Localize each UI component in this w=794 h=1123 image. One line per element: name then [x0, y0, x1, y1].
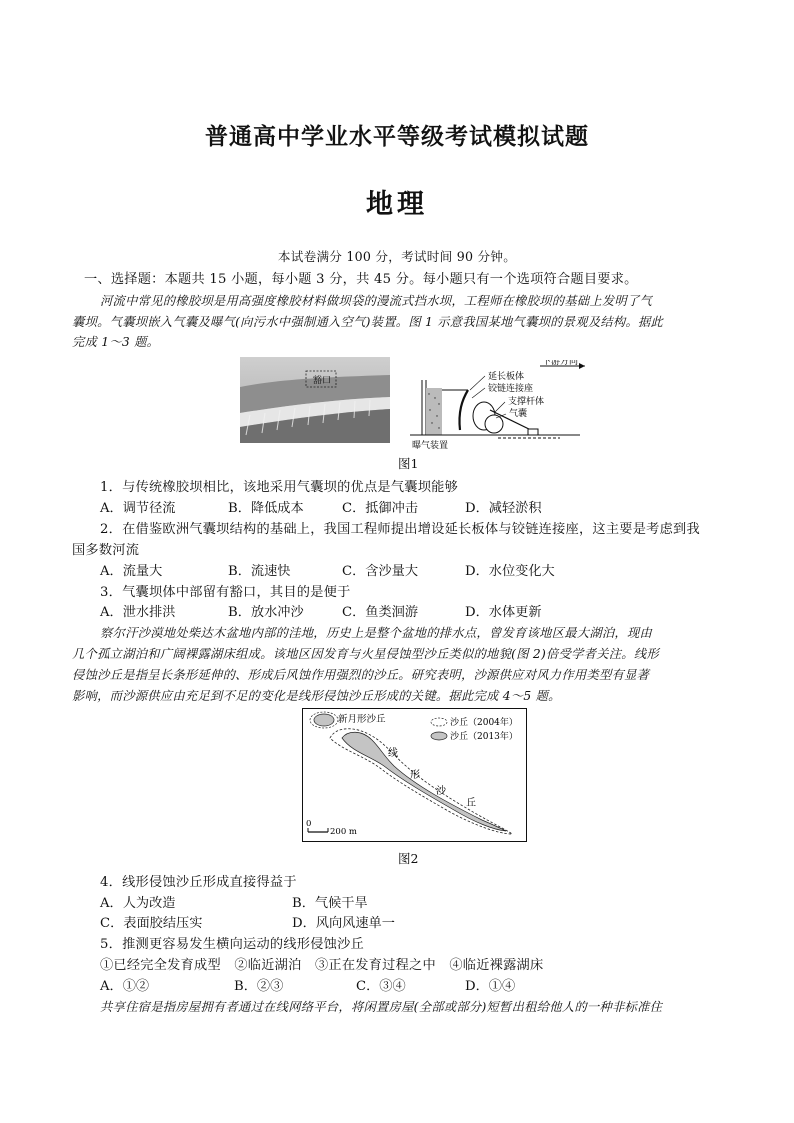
- q1-option-d[interactable]: D．减轻淤积: [465, 501, 542, 516]
- rod-label: 支撑杆体: [508, 397, 545, 407]
- q2-option-b[interactable]: B．流速快: [228, 564, 291, 579]
- q5-option-d[interactable]: D．①④: [465, 979, 516, 994]
- question-4-stem: 4．线形侵蚀沙丘形成直接得益于: [100, 875, 297, 890]
- linear-dune-char: 形: [410, 770, 420, 781]
- figure1-diagram: [410, 360, 595, 450]
- q1-option-c[interactable]: C．抵御冲击: [342, 501, 419, 516]
- question-1-stem: 1．与传统橡胶坝相比，该地采用气囊坝的优点是气囊坝能够: [100, 480, 459, 495]
- passage2-line: 几个孤立湖泊和广阔裸露湖床组成。该地区因发育与火星侵蚀型沙丘类似的地貌(图 2)倍受学者关注。线形: [72, 647, 659, 661]
- legend-2013-label: 沙丘（2013年）: [450, 732, 518, 742]
- passage2-line: 察尔汗沙漠地处柴达木盆地内部的洼地，历史上是整个盆地的排水点，曾发育该地区最大湖泊，现由: [100, 626, 653, 640]
- plate-label: 延长板体: [488, 372, 525, 382]
- photo-gap-label: 豁口: [313, 376, 332, 386]
- q2-option-c[interactable]: C．含沙量大: [342, 564, 419, 579]
- question-5-statements: ①已经完全发育成型 ②临近湖泊 ③正在发育过程之中 ④临近裸露湖床: [100, 958, 544, 973]
- passage3-line: 共享住宿是指房屋拥有者通过在线网络平台，将闲置房屋(全部或部分)短暂出租给他人的一种非标准住: [100, 1000, 663, 1014]
- exam-info: 本试卷满分 100 分，考试时间 90 分钟。: [277, 249, 517, 264]
- section-heading: 一、选择题：本题共 15 小题，每小题 3 分，共 45 分。每小题只有一个选项符合题目要求。: [84, 272, 638, 287]
- question-2-stem: 2．在借鉴欧洲气囊坝结构的基础上，我国工程师提出增设延长板体与铰链连接座，这主要是考虑到我: [100, 522, 700, 537]
- q4-option-a[interactable]: A．人为改造: [100, 896, 176, 911]
- passage1-line: 囊坝。气囊坝嵌入气囊及曝气(向污水中强制通入空气)装置。图 1 示意我国某地气囊坝的景观及结构。据此: [72, 315, 664, 329]
- hinge-label: 铰链连接座: [488, 384, 534, 394]
- airbag-label: 气囊: [509, 409, 528, 419]
- passage2-line: 影响，而沙源供应由充足到不足的变化是线形侵蚀沙丘形成的关键。据此完成 4～5 题。: [72, 689, 561, 703]
- downstream-label: 下游方向: [542, 360, 579, 367]
- q4-option-b[interactable]: B．气候干旱: [292, 896, 368, 911]
- aerator-label: 曝气装置: [412, 441, 449, 450]
- q5-option-b[interactable]: B．②③: [234, 979, 284, 994]
- scale-label: 200 m: [330, 827, 357, 837]
- question-2-stem-cont: 国多数河流: [72, 543, 140, 558]
- q3-option-d[interactable]: D．水体更新: [465, 605, 542, 620]
- figure1-caption: 图1: [398, 456, 419, 471]
- q2-option-d[interactable]: D．水位变化大: [465, 564, 555, 579]
- exam-title: 普通高中学业水平等级考试模拟试题: [205, 123, 589, 150]
- passage1-line: 河流中常见的橡胶坝是用高强度橡胶材料做坝袋的漫流式挡水坝，工程师在橡胶坝的基础上发明了气: [100, 294, 653, 308]
- passage2-line: 侵蚀沙丘是指呈长条形延伸的、形成后风蚀作用强烈的沙丘。研究表明，沙源供应对风力作用类型有显著: [72, 668, 650, 682]
- figure2-map: [302, 708, 527, 842]
- q2-option-a[interactable]: A．流量大: [100, 564, 163, 579]
- question-5-stem: 5．推测更容易发生横向运动的线形侵蚀沙丘: [100, 937, 364, 952]
- scale-zero: 0: [306, 819, 312, 829]
- crescent-dune-label: 新月形沙丘: [338, 714, 386, 725]
- linear-dune-char: 丘: [466, 798, 476, 809]
- q5-option-c[interactable]: C．③④: [356, 979, 406, 994]
- q5-option-a[interactable]: A．①②: [100, 979, 150, 994]
- q1-option-a[interactable]: A．调节径流: [100, 501, 176, 516]
- question-3-stem: 3．气囊坝体中部留有豁口，其目的是便于: [100, 585, 351, 600]
- q1-option-b[interactable]: B．降低成本: [228, 501, 304, 516]
- q3-option-a[interactable]: A．泄水排洪: [100, 605, 176, 620]
- linear-dune-char: 线: [388, 748, 398, 759]
- q3-option-c[interactable]: C．鱼类洄游: [342, 605, 419, 620]
- linear-dune-char: 沙: [436, 786, 446, 797]
- passage1-line: 完成 1～3 题。: [72, 335, 160, 349]
- q4-option-c[interactable]: C．表面胶结压实: [100, 916, 203, 931]
- figure1-photo: [240, 357, 390, 443]
- legend-2004-label: 沙丘（2004年）: [450, 718, 518, 728]
- q3-option-b[interactable]: B．放水冲沙: [228, 605, 304, 620]
- q4-option-d[interactable]: D．风向风速单一: [292, 916, 395, 931]
- subject-title: 地理: [366, 189, 428, 220]
- figure2-caption: 图2: [398, 851, 419, 866]
